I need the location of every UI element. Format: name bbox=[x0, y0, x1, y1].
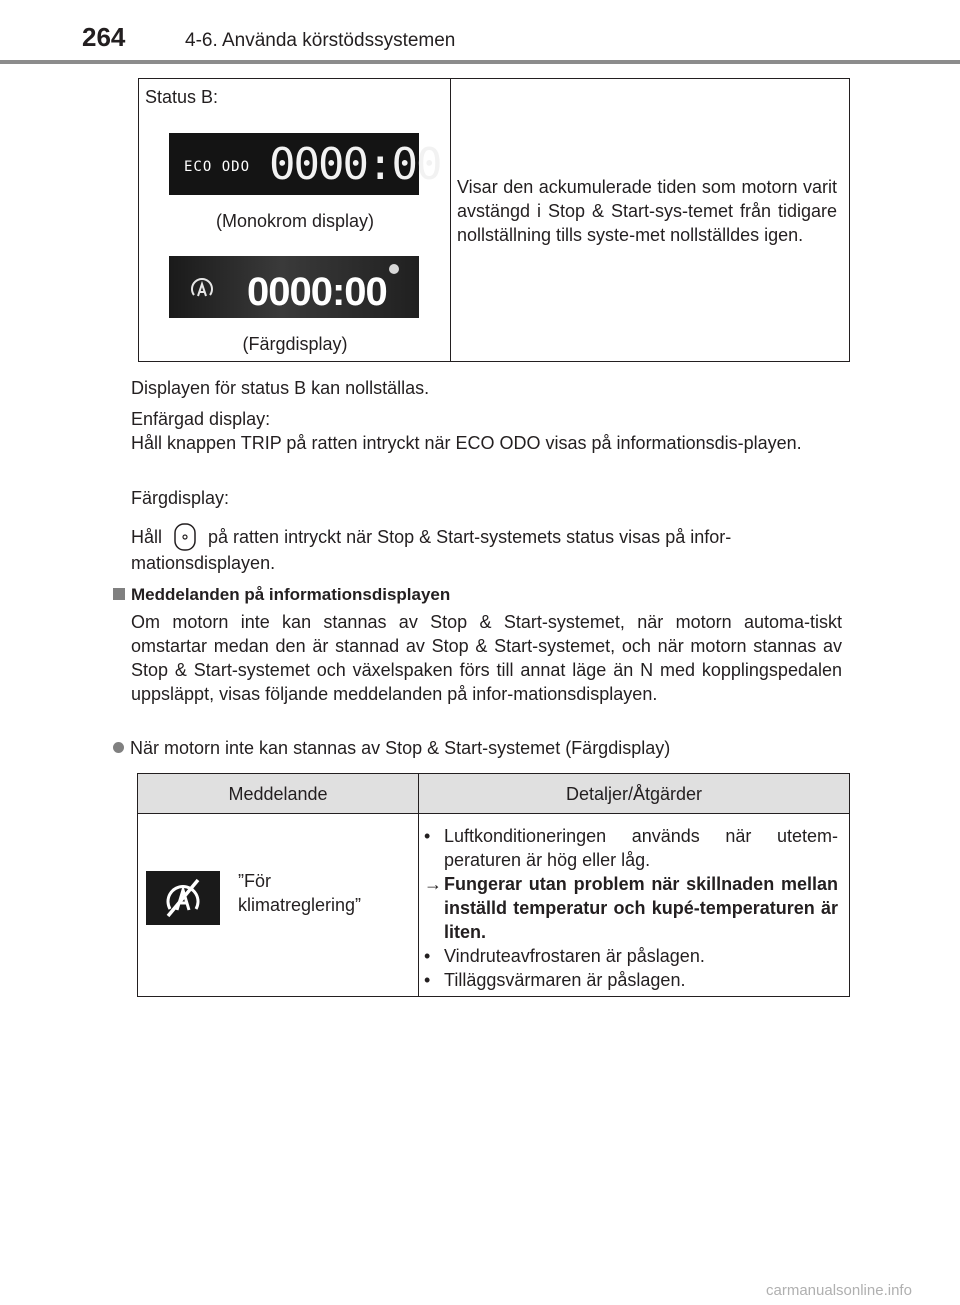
heading-square-icon bbox=[113, 588, 125, 600]
section-bullet-text: När motorn inte kan stannas av Stop & Start-systemet (Färgdisplay) bbox=[130, 738, 671, 758]
auto-stop-disabled-icon bbox=[146, 871, 220, 925]
message-table bbox=[137, 773, 850, 997]
section-heading bbox=[113, 585, 450, 605]
color-instruction-end: mationsdisplayen. bbox=[131, 553, 276, 573]
mono-instruction: Håll knappen TRIP på ratten intryckt när ECO ODO visas på informationsdis-playen. bbox=[131, 433, 802, 453]
page-header bbox=[0, 0, 960, 62]
message-line-1: ”För bbox=[238, 871, 271, 891]
color-display-caption: (Färgdisplay) bbox=[242, 334, 348, 354]
bullet-dot-icon bbox=[113, 742, 124, 753]
detail-text: Fungerar utan problem när skillnaden mellan inställd temperatur och kupé-temperaturen är liten. bbox=[444, 874, 838, 942]
detail-marker: → bbox=[424, 874, 442, 894]
auto-stop-icon bbox=[189, 276, 215, 302]
color-display-image bbox=[169, 256, 419, 318]
header-rule bbox=[0, 60, 960, 64]
column-divider bbox=[418, 774, 419, 996]
detail-text: Luftkonditioneringen används när utetem-peraturen är hög eller låg. bbox=[444, 826, 838, 870]
status-cell-left bbox=[139, 79, 451, 361]
message-table-header bbox=[138, 774, 849, 814]
message-text bbox=[238, 869, 361, 917]
steering-switch-icon bbox=[172, 522, 198, 552]
reset-note: Displayen för status B kan nollställas. bbox=[131, 378, 430, 398]
color-instruction bbox=[131, 522, 842, 552]
detail-item bbox=[424, 968, 838, 992]
section-heading-text: Meddelanden på informationsdisplayen bbox=[131, 585, 451, 604]
detail-text: Tilläggsvärmaren är påslagen. bbox=[444, 970, 686, 990]
header-message: Meddelande bbox=[228, 784, 328, 804]
status-description: Visar den ackumulerade tiden som motorn varit avstängd i Stop & Start-sys-temet från tidigare nollställning tills syste-met nollställdes igen. bbox=[457, 177, 837, 245]
auto-stop-disabled-graphic bbox=[146, 871, 220, 925]
color-instruction-pre: Håll bbox=[131, 527, 163, 547]
color-instruction-post: på ratten intryckt när Stop & Start-systemets status visas på infor- bbox=[208, 527, 732, 547]
section-bullet bbox=[113, 738, 670, 759]
message-line-2: klimatreglering” bbox=[238, 895, 362, 915]
detail-item bbox=[424, 872, 838, 944]
mono-display-time: 0000:00 bbox=[269, 139, 441, 190]
details-list bbox=[424, 824, 838, 992]
mono-title: Enfärgad display: bbox=[131, 409, 271, 429]
detail-item bbox=[424, 824, 838, 872]
page-number: 264 bbox=[82, 22, 126, 52]
status-table bbox=[138, 78, 850, 362]
detail-item bbox=[424, 944, 838, 968]
mono-display-image bbox=[169, 133, 441, 195]
header-details: Detaljer/Åtgärder bbox=[565, 784, 703, 804]
color-display-time: 0000:00 bbox=[247, 270, 387, 314]
status-label: Status B: bbox=[145, 87, 219, 107]
detail-text: Vindruteavfrostaren är påslagen. bbox=[444, 946, 705, 966]
chapter-title: 4-6. Använda körstödssystemen bbox=[185, 30, 456, 51]
color-title: Färgdisplay: bbox=[131, 488, 230, 508]
mono-display-label: ECO ODO bbox=[184, 159, 251, 175]
watermark: carmanualsonline.info bbox=[766, 1282, 912, 1299]
detail-marker: • bbox=[424, 826, 431, 846]
indicator-dot bbox=[389, 264, 399, 274]
detail-marker: • bbox=[424, 970, 431, 990]
mono-display-caption: (Monokrom display) bbox=[215, 211, 375, 231]
section-intro: Om motorn inte kan stannas av Stop & Start-systemet, när motorn automa-tiskt omstartar medan den är stannad av Stop & Start-systemet, och när motorn stannas av Stop & Start-systemet och växelspaken förs till annat läge än N med kopplingspedalen uppsläppt, visas följande meddelanden på infor-mationsdisplayen. bbox=[131, 612, 842, 704]
detail-marker: • bbox=[424, 946, 431, 966]
